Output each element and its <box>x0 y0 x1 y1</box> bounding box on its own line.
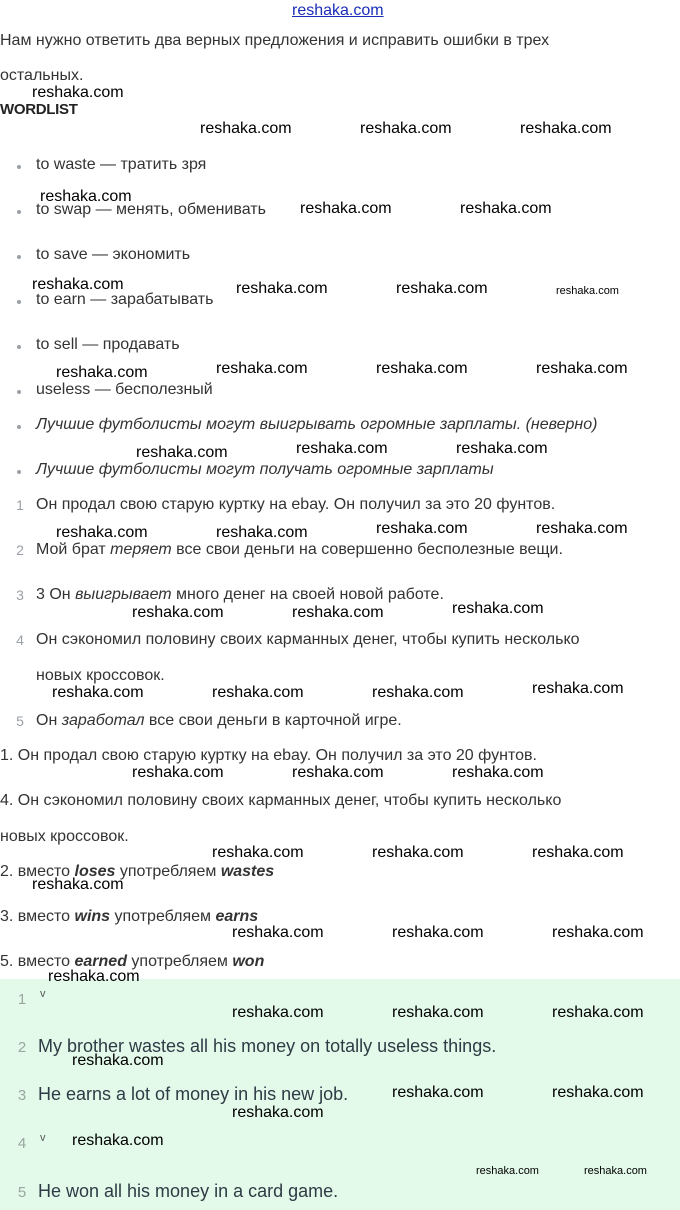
watermark: reshaka.com <box>452 764 544 781</box>
correction-5: 5. вместо earned употребляем won <box>0 953 265 970</box>
bullet-icon <box>17 425 21 429</box>
bullet-icon <box>17 470 21 474</box>
watermark: reshaka.com <box>232 924 324 941</box>
watermark: reshaka.com <box>396 280 488 297</box>
watermark: reshaka.com <box>296 440 388 457</box>
watermark: reshaka.com <box>72 1132 164 1149</box>
answer-4-line-1: 4. Он сэкономил половину своих карманных денег, чтобы купить несколько <box>0 792 562 809</box>
watermark: reshaka.com <box>552 924 644 941</box>
watermark: reshaka.com <box>392 1084 484 1101</box>
watermark: reshaka.com <box>376 360 468 377</box>
watermark: reshaka.com <box>132 764 224 781</box>
watermark: reshaka.com <box>536 360 628 377</box>
watermark: reshaka.com <box>372 844 464 861</box>
watermark: reshaka.com <box>392 924 484 941</box>
watermark: reshaka.com <box>292 604 384 621</box>
watermark: reshaka.com <box>452 600 544 617</box>
watermark: reshaka.com <box>212 844 304 861</box>
intro-line-1: Нам нужно ответить два верных предложения и исправить ошибки в трех <box>0 32 550 49</box>
watermark: reshaka.com <box>232 1104 324 1121</box>
watermark: reshaka.com <box>72 1052 164 1069</box>
answer-1: 1. Он продал свою старую куртку на ebay. Он получил за это 20 фунтов. <box>0 747 537 764</box>
watermark: reshaka.com <box>212 684 304 701</box>
correction-2: 2. вместо loses употребляем wastes <box>0 863 275 880</box>
watermark: reshaka.com <box>136 444 228 461</box>
watermark: reshaka.com <box>40 188 132 205</box>
watermark: reshaka.com <box>456 440 548 457</box>
correction-3: 3. вместо wins употребляем earns <box>0 908 259 925</box>
bullet-icon <box>17 345 21 349</box>
watermark: reshaka.com <box>32 276 124 293</box>
watermark: reshaka.com <box>32 876 124 893</box>
watermark: reshaka.com <box>236 280 328 297</box>
bullet-icon <box>17 210 21 214</box>
watermark: reshaka.com <box>56 524 148 541</box>
watermark: reshaka.com <box>56 364 148 381</box>
bullet-icon <box>17 165 21 169</box>
watermark: reshaka.com <box>392 1004 484 1021</box>
watermark: reshaka.com <box>360 120 452 137</box>
watermark: reshaka.com <box>132 604 224 621</box>
watermark: reshaka.com <box>536 520 628 537</box>
watermark: reshaka.com <box>232 1004 324 1021</box>
watermark: reshaka.com <box>532 680 624 697</box>
watermark: reshaka.com <box>532 844 624 861</box>
watermark: reshaka.com <box>216 360 308 377</box>
watermark: reshaka.com <box>300 200 392 217</box>
answer-4-line-2: новых кроссовок. <box>0 828 129 845</box>
watermark: reshaka.com <box>372 684 464 701</box>
watermark: reshaka.com <box>584 1165 647 1177</box>
watermark: reshaka.com <box>32 84 124 101</box>
watermark: reshaka.com <box>556 285 619 297</box>
checkmark-icon: v <box>40 988 46 1000</box>
watermark: reshaka.com <box>460 200 552 217</box>
watermark: reshaka.com <box>552 1084 644 1101</box>
watermark: reshaka.com <box>552 1004 644 1021</box>
watermark: reshaka.com <box>292 764 384 781</box>
intro-line-2: остальных. <box>0 67 84 84</box>
watermark: reshaka.com <box>216 524 308 541</box>
watermark: reshaka.com <box>520 120 612 137</box>
bullet-icon <box>17 300 21 304</box>
checkmark-icon: v <box>40 1132 46 1144</box>
watermark: reshaka.com <box>376 520 468 537</box>
site-link[interactable]: reshaka.com <box>292 2 384 19</box>
watermark: reshaka.com <box>200 120 292 137</box>
watermark: reshaka.com <box>52 684 144 701</box>
watermark: reshaka.com <box>48 968 140 985</box>
wordlist-heading: WORDLIST <box>0 101 78 118</box>
watermark: reshaka.com <box>476 1165 539 1177</box>
bullet-icon <box>17 255 21 259</box>
bullet-icon <box>17 390 21 394</box>
